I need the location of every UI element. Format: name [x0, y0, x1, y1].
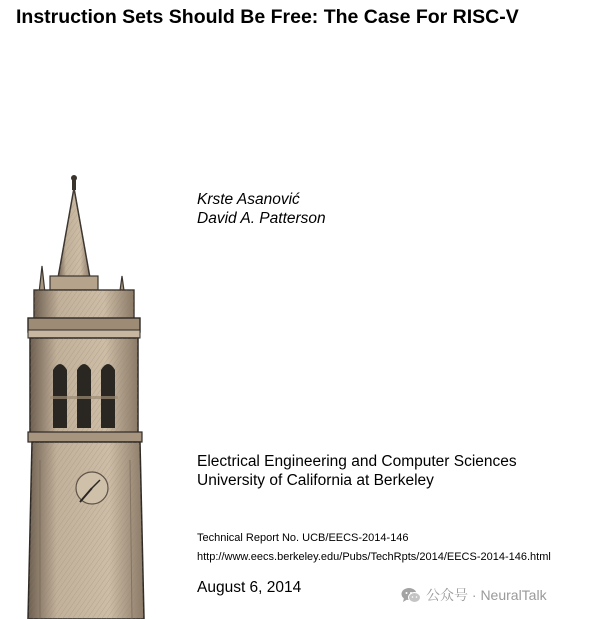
sather-tower-image [20, 170, 150, 619]
report-number: Technical Report No. UCB/EECS-2014-146 [197, 532, 409, 544]
author-name: Krste Asanović [197, 191, 300, 208]
affiliation-university: University of California at Berkeley [197, 471, 434, 489]
watermark [401, 585, 547, 605]
author-list [197, 190, 326, 228]
affiliation [197, 453, 517, 490]
publication-date: August 6, 2014 [197, 579, 302, 596]
watermark-text: 公众号 · NeuralTalk [426, 587, 547, 603]
wechat-icon [401, 587, 421, 604]
author-name: David A. Patterson [197, 210, 326, 227]
affiliation-department: Electrical Engineering and Computer Sciences [197, 453, 517, 470]
report-url-link[interactable]: http://www.eecs.berkeley.edu/Pubs/TechRpts/2014/EECS-2014-146.html [197, 551, 551, 563]
report-info [197, 529, 551, 567]
paper-title: Instruction Sets Should Be Free: The Case For RISC-V [16, 6, 519, 28]
